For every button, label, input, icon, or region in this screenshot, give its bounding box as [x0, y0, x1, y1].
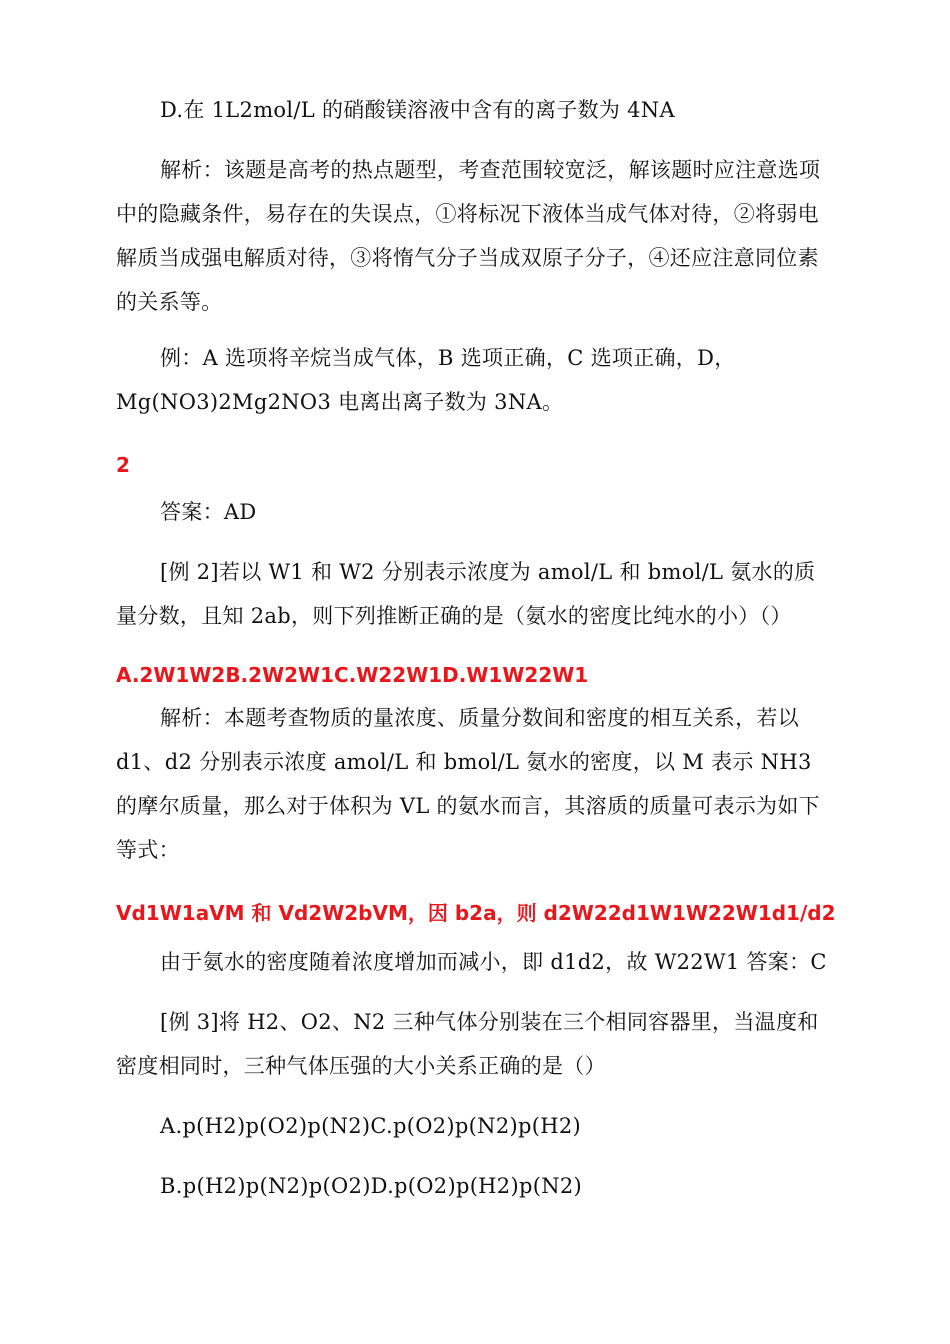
example-line-2: Mg(NO3)2Mg2NO3 电离出离子数为 3NA。	[116, 390, 564, 414]
example-3-options-a: A.p(H2)p(O2)p(N2)C.p(O2)p(N2)p(H2)	[160, 1114, 581, 1138]
formula-line: Vd1W1aVM 和 Vd2W2bVM，因 b2a，则 d2W22d1W1W22W1d1/d2	[116, 901, 836, 925]
example-3-paragraph: [例 3]将 H2、O2、N2 三种气体分别装在三个相同容器里，当温度和密度相同时，三种气体压强的大小关系正确的是（）	[116, 1010, 819, 1078]
example-3-options-b: B.p(H2)p(N2)p(O2)D.p(O2)p(H2)p(N2)	[160, 1174, 583, 1198]
analysis-paragraph-1: 解析：该题是高考的热点题型，考查范围较宽泛，解该题时应注意选项中的隐藏条件，易存在的失误点，①将标况下液体当成气体对待，②将弱电解质当成强电解质对待，③将惰气分子当成双原子分子，④还应注意同位素的关系等。	[116, 158, 821, 314]
section-heading-2: 2	[116, 453, 130, 477]
example-paragraph-1	[116, 336, 836, 424]
example-2-paragraph: [例 2]若以 W1 和 W2 分别表示浓度为 amol/L 和 bmol/L 氨水的质量分数，且知 2ab，则下列推断正确的是（氨水的密度比纯水的小）（）	[116, 560, 816, 628]
conclusion-paragraph: 由于氨水的密度随着浓度增加而减小，即 d1d2，故 W22W1 答案：C	[160, 950, 827, 974]
example-line-1: 例：A 选项将辛烷当成气体，B 选项正确，C 选项正确，D，	[160, 346, 736, 370]
example-2-options: A.2W1W2B.2W2W1C.W22W1D.W1W22W1	[116, 663, 589, 687]
option-d-paragraph: D.在 1L2mol/L 的硝酸镁溶液中含有的离子数为 4NA	[160, 98, 675, 122]
answer-paragraph-1: 答案：AD	[160, 500, 257, 524]
analysis-paragraph-2: 解析：本题考查物质的量浓度、质量分数间和密度的相互关系，若以 d1、d2 分别表示浓度 amol/L 和 bmol/L 氨水的密度，以 M 表示 NH3 的摩尔质量，那么对于体积为 VL 的氨水而言，其溶质的质量可表示为如下等式：	[116, 706, 820, 862]
